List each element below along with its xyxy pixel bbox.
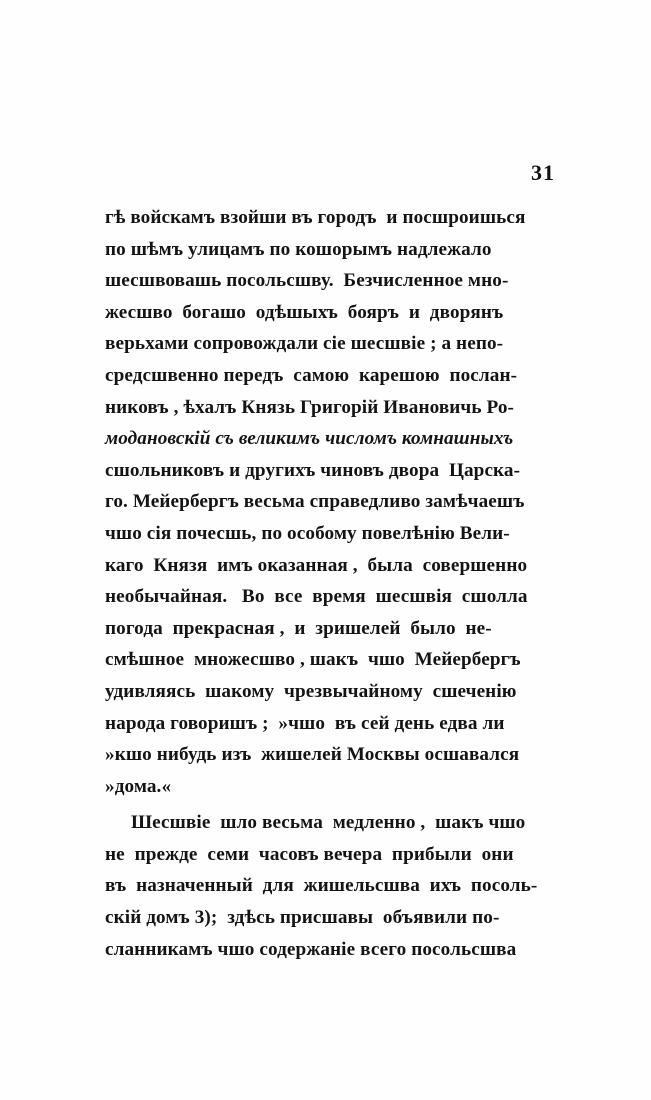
text-line: »дома.« (105, 775, 172, 797)
text-line: чшо сія почесшь, по особому повелѣнію Вели- (105, 522, 510, 544)
text-line: скій домъ 3); здѣсь присшавы объявили по- (105, 907, 500, 929)
text-line: смѣшное множесшво , шакъ чшо Мейербергъ (105, 649, 521, 671)
text-line: гѣ войскамъ взойши въ городъ и посшроишься (105, 207, 526, 228)
body-text (105, 202, 553, 965)
text-line: по шѣмъ улицамъ по кошорымъ надлежало (105, 238, 492, 260)
text-line: каго Князя имъ оказанная , была совершенно (105, 554, 528, 576)
text-line: шесшвовашь посольсшву. Безчисленное мно- (105, 270, 509, 292)
text-line: модановскій съ великимъ числомъ комнашныхъ (105, 428, 514, 450)
text-line (105, 807, 553, 839)
text-line: сшольниковъ и другихъ чиновъ двора Царска- (105, 459, 521, 481)
text-line: жесшво богашо одѣшыхъ бояръ и дворянъ (105, 301, 504, 323)
text-line: верьхами сопровождали сіе шесшвіе ; а непо- (105, 333, 504, 355)
text-line: средсшвенно передъ самою карешою послан- (105, 364, 518, 386)
text-line: необычайная. Во все время шесшвія сшолла (105, 586, 528, 608)
text-line: сланникамъ чшо содержаніе всего посольсшва (105, 938, 517, 960)
text-line: никовъ , ѣхалъ Князь Григорій Ивановичь Ро- (105, 396, 515, 418)
page-number: 31 (531, 160, 555, 185)
text-line: го. Мейербергъ весьма справедливо замѣчаешъ (105, 491, 525, 513)
text-line: въ назначенный для жишельсшва ихъ посоль- (105, 875, 538, 897)
text-line: народа говоришъ ; »чшо въ сей день едва ли (105, 712, 505, 734)
text-line: погода прекрасная , и зришелей было не- (105, 617, 492, 639)
text-line: удивляясь шакому чрезвычайному сшеченію (105, 680, 517, 702)
text-line: »кшо нибудь изъ жишелей Москвы осшавался (105, 744, 520, 766)
text-line-content: Шесшвіе шло весьма медленно , шакъ чшо (131, 812, 526, 834)
text-line: не прежде семи часовъ вечера прибыли они (105, 843, 514, 865)
paragraph-2 (105, 807, 553, 965)
paragraph-1 (105, 202, 553, 802)
